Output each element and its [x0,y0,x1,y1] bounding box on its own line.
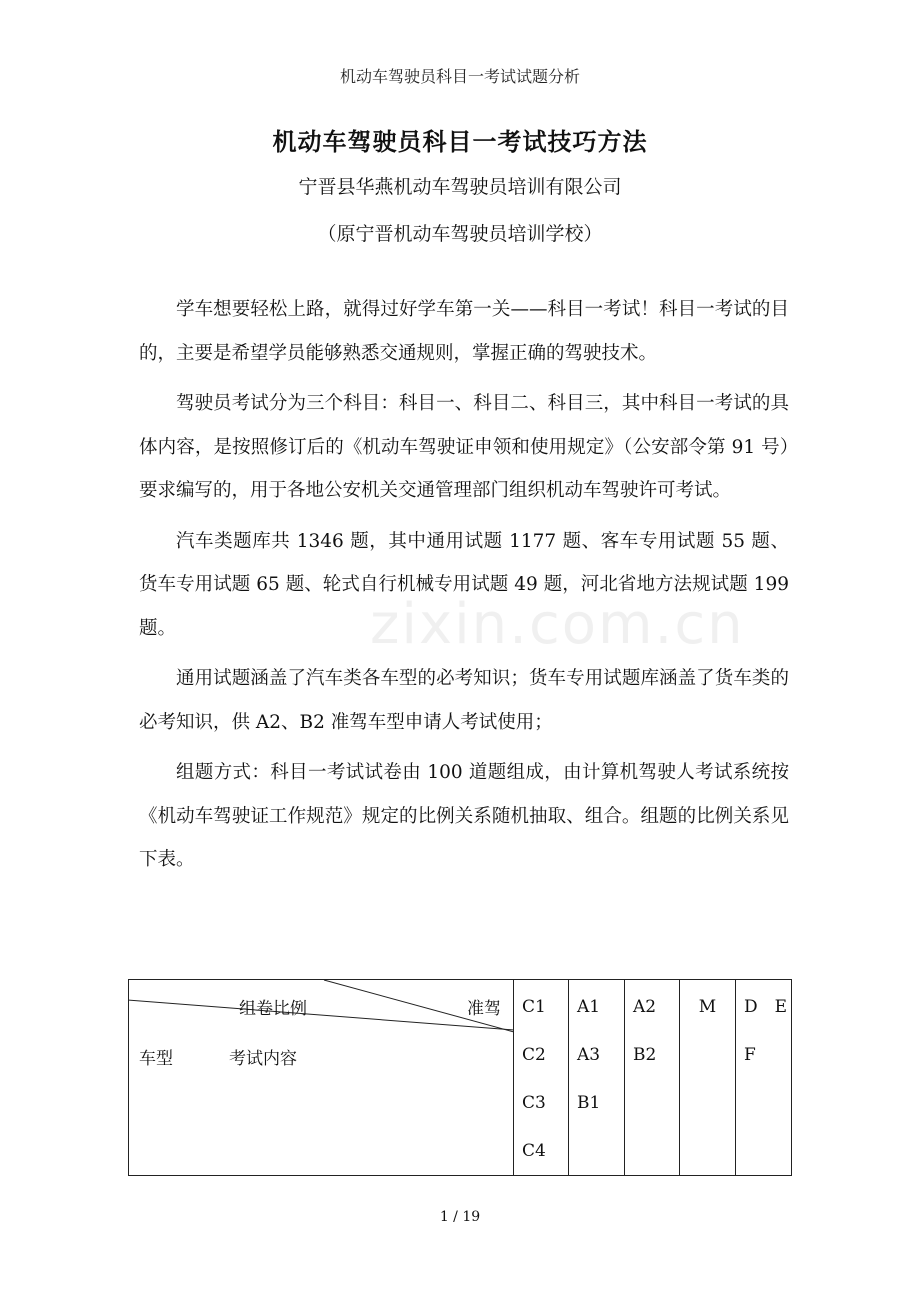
paragraph-subjects: 驾驶员考试分为三个科目：科目一、科目二、科目三，其中科目一考试的具体内容，是按照修订后的《机动车驾驶证申领和使用规定》（公安部令第 91 号）要求编写的，用于各地公安机关交通管理部门组织机动车驾驶许可考试。 [139,393,789,501]
paragraph-general-questions: 通用试题涵盖了汽车类各车型的必考知识；货车专用试题库涵盖了货车类的必考知识，供 A2、B2 准驾车型申请人考试使用； [139,668,789,733]
column-a-classes: A1 A3 B1 [569,980,625,1176]
document-title: 机动车驾驶员科目一考试技巧方法 [272,127,648,156]
label-license-class: 准驾 [467,999,501,1019]
paragraph-composition: 组题方式：科目一考试试卷由 100 道题组成，由计算机驾驶人考试系统按《机动车驾驶证工作规范》规定的比例关系随机抽取、组合。组题的比例关系见下表。 [139,762,789,870]
former-name: （原宁晋机动车驾驶员培训学校） [317,223,603,245]
company-name: 宁晋县华燕机动车驾驶员培训有限公司 [298,176,622,198]
page-number: 1 / 19 [439,1209,481,1225]
paragraph-question-bank: 汽车类题库共 1346 题，其中通用试题 1177 题、客车专用试题 55 题、货车专用试题 65 题、轮式自行机械专用试题 49 题，河北省地方法规试题 199 题。 [139,530,789,639]
column-m: M [680,980,736,1176]
label-paper-ratio: 组卷比例 [239,999,307,1019]
column-def: D E F [736,980,792,1176]
diagonal-lines [129,980,514,1173]
label-vehicle-type: 车型 [139,1049,173,1069]
label-exam-content: 考试内容 [229,1049,297,1069]
ratio-table [128,979,792,1176]
page-header: 机动车驾驶员科目一考试试题分析 [339,67,580,86]
watermark: zixin.com.cn [370,592,745,657]
diagonal-header-cell [129,980,514,1176]
column-a2-b2: A2 B2 [625,980,680,1176]
column-c-classes: C1 C2 C3 C4 [514,980,569,1176]
body-text [139,288,789,889]
paragraph-intro: 学车想要轻松上路，就得过好学车第一关——科目一考试！科目一考试的目的，主要是希望学员能够熟悉交通规则，掌握正确的驾驶技术。 [139,299,789,364]
